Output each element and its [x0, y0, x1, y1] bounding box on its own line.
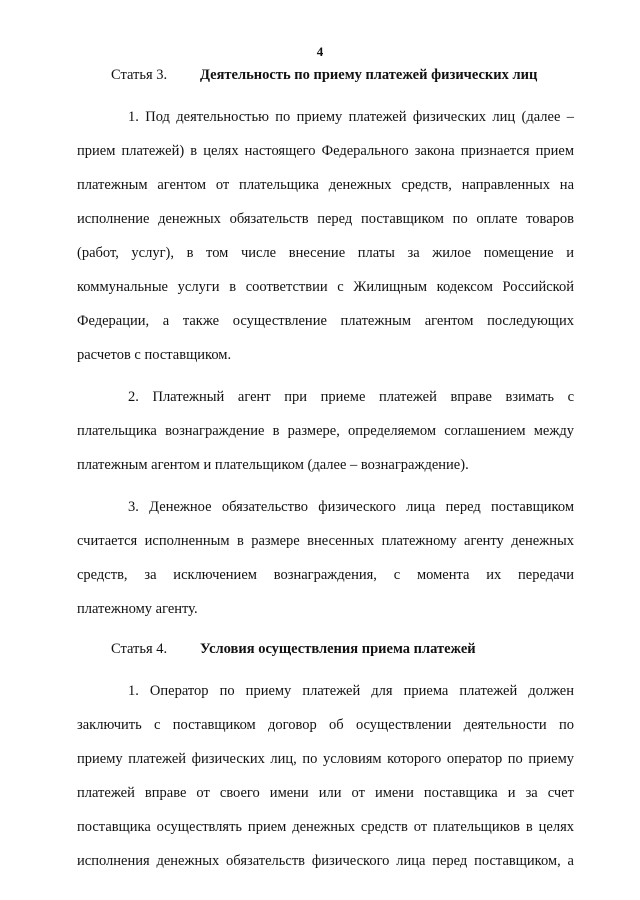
article-4-title: Условия осуществления приема платежей	[200, 641, 476, 657]
article-3-paragraph-1	[77, 100, 574, 372]
text-line: расчетов с поставщиком.	[77, 347, 232, 363]
text-line: считается исполненным в размере внесенных платежному агенту денежных	[77, 533, 574, 549]
article-4-paragraph-1	[77, 674, 574, 878]
text-line: исполнение денежных обязательств перед поставщиком по оплате товаров	[77, 211, 574, 227]
text-line: 2. Платежный агент при приеме платежей вправе взимать с	[128, 389, 574, 405]
article-3-paragraph-2	[77, 380, 574, 482]
article-4-heading	[77, 638, 574, 660]
text-line: Федерации, а также осуществление платежным агентом последующих	[77, 313, 574, 329]
text-line: 1. Под деятельностью по приему платежей физических лиц (далее –	[128, 109, 574, 125]
text-line: заключить с поставщиком договор об осуществлении деятельности по	[77, 717, 574, 733]
text-line: платежей вправе от своего имени или от имени поставщика и за счет	[77, 785, 574, 801]
text-line: платежному агенту.	[77, 601, 198, 617]
document-body	[77, 64, 574, 878]
article-3-paragraph-3	[77, 490, 574, 626]
text-line: коммунальные услуги в соответствии с Жилищным кодексом Российской	[77, 279, 574, 295]
article-3-heading	[77, 64, 574, 86]
text-line: поставщика осуществлять прием денежных средств от плательщиков в целях	[77, 819, 574, 835]
article-3-title: Деятельность по приему платежей физических лиц	[200, 67, 538, 83]
text-line: платежным агентом от плательщика денежных средств, направленных на	[77, 177, 574, 193]
text-line: 3. Денежное обязательство физического лица перед поставщиком	[128, 499, 574, 515]
page-number: 4	[316, 44, 324, 59]
text-line: платежным агентом и плательщиком (далее – вознаграждение).	[77, 457, 469, 473]
text-line: (работ, услуг), в том числе внесение платы за жилое помещение и	[77, 245, 574, 261]
article-4-number: Статья 4.	[111, 641, 168, 657]
text-line: исполнения денежных обязательств физического лица перед поставщиком, а	[77, 853, 574, 869]
text-line: плательщика вознаграждение в размере, определяемом соглашением между	[77, 423, 574, 439]
text-line: 1. Оператор по приему платежей для приема платежей должен	[128, 683, 574, 699]
text-line: приему платежей физических лиц, по условиям которого оператор по приему	[77, 751, 574, 767]
text-line: прием платежей) в целях настоящего Федерального закона признается прием	[77, 143, 574, 159]
article-3-number: Статья 3.	[111, 67, 168, 83]
text-line: средств, за исключением вознаграждения, с момента их передачи	[77, 567, 574, 583]
